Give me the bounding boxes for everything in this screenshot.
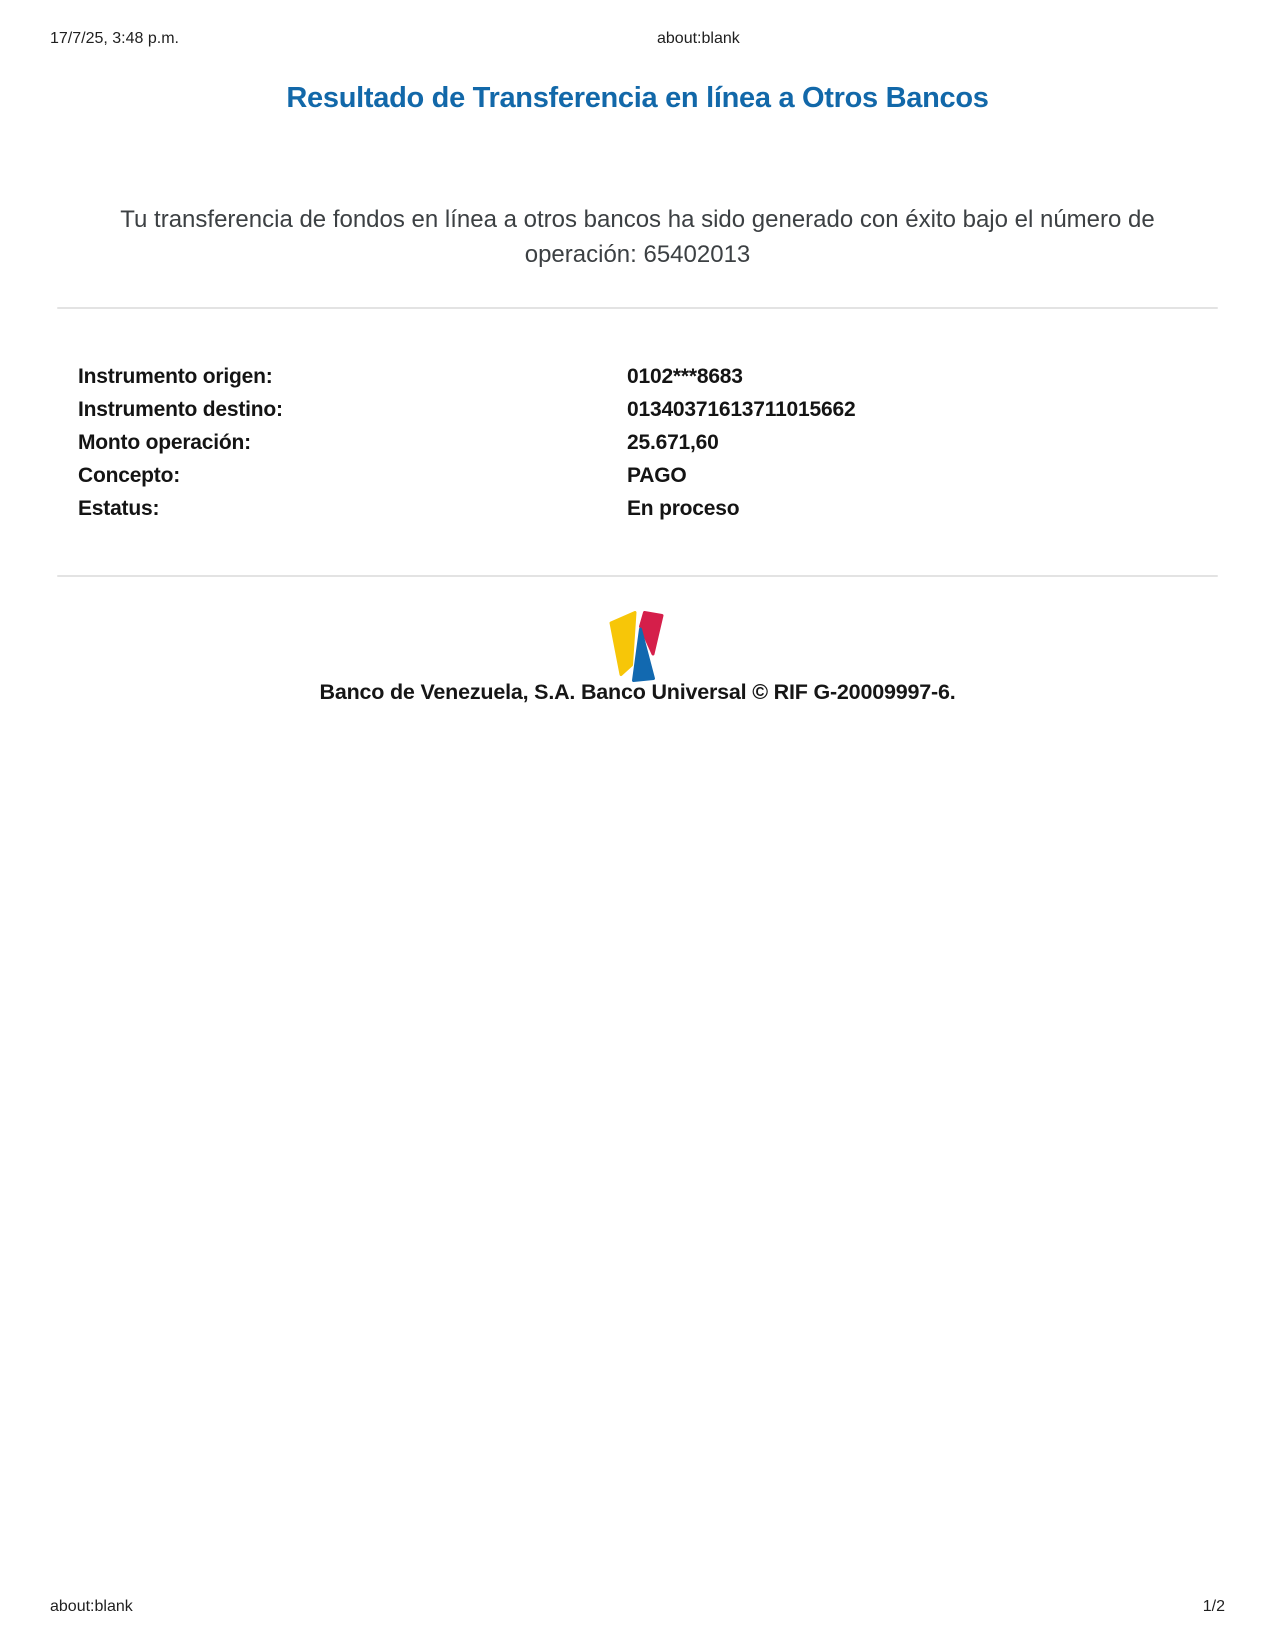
banco-de-venezuela-logo-icon [608, 611, 666, 682]
transfer-details-table [78, 360, 855, 525]
divider-top [57, 307, 1218, 309]
divider-bottom [57, 575, 1218, 577]
confirmation-message-line1: Tu transferencia de fondos en línea a otros bancos ha sido generado con éxito bajo el número de [120, 206, 1155, 233]
field-value-monto-operacion: 25.671,60 [627, 431, 719, 454]
field-label-instrumento-destino: Instrumento destino: [78, 398, 283, 421]
field-value-estatus: En proceso [627, 497, 740, 520]
print-footer-page-number: 1/2 [1202, 1598, 1225, 1615]
print-footer-url: about:blank [50, 1598, 133, 1615]
confirmation-message-line2: operación: 65402013 [524, 241, 751, 268]
brand-footer-text: Banco de Venezuela, S.A. Banco Universal © RIF G-20009997-6. [319, 680, 956, 704]
confirmation-message [58, 202, 1218, 272]
print-header-title: about:blank [657, 30, 740, 47]
field-label-monto-operacion: Monto operación: [78, 431, 251, 454]
field-label-estatus: Estatus: [78, 497, 160, 520]
field-value-concepto: PAGO [627, 464, 687, 487]
field-value-instrumento-origen: 0102***8683 [627, 365, 743, 388]
print-header-datetime: 17/7/25, 3:48 p.m. [50, 30, 179, 47]
page-title: Resultado de Transferencia en línea a Otros Bancos [286, 82, 989, 114]
field-value-instrumento-destino: 01340371613711015662 [627, 398, 856, 421]
field-label-concepto: Concepto: [78, 464, 181, 487]
field-label-instrumento-origen: Instrumento origen: [78, 365, 273, 388]
logo-yellow-petal [611, 613, 635, 675]
